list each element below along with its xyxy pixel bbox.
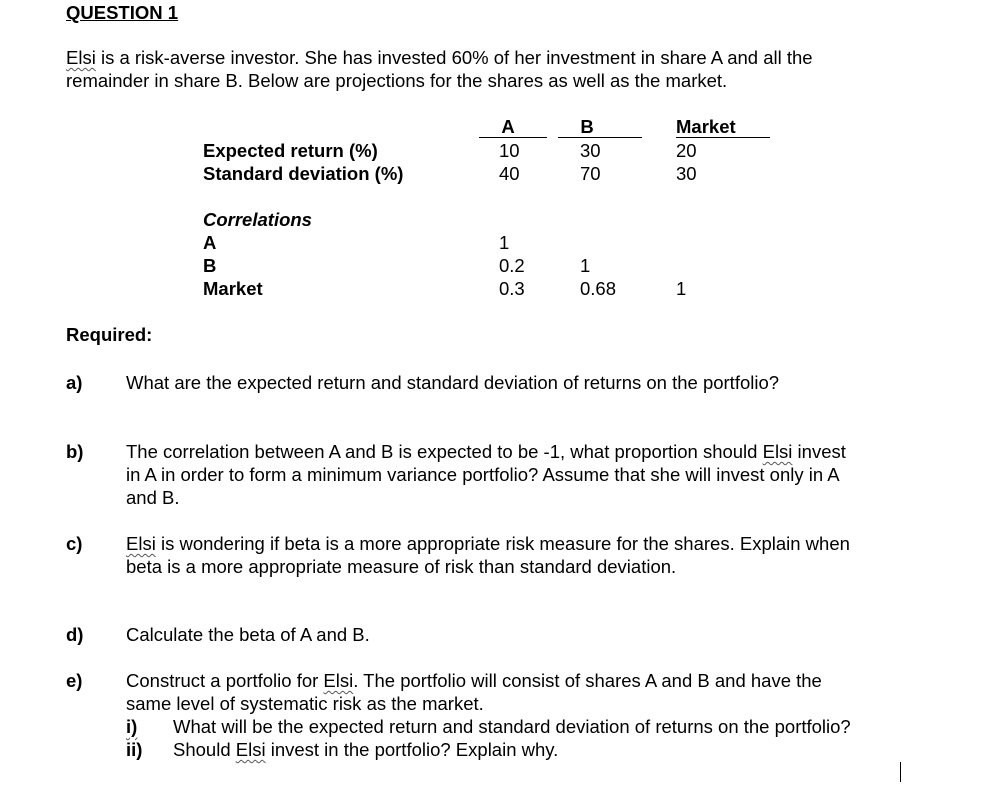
correlations-title: Correlations: [203, 209, 312, 230]
question-a-text: What are the expected return and standard deviation of returns on the portfolio?: [126, 372, 780, 393]
corr-market-a: 0.3: [499, 278, 525, 299]
question-c-line-2: beta is a more appropriate measure of risk than standard deviation.: [126, 556, 677, 577]
corr-a-a: 1: [499, 232, 510, 253]
corr-row-label-market: Market: [203, 278, 263, 299]
question-e-sub-i-text: What will be the expected return and standard deviation of returns on the portfolio?: [173, 716, 851, 737]
investor-name: Elsi: [66, 47, 96, 68]
cell-a-expected-return: 10: [499, 140, 520, 161]
row-label-std-dev: Standard deviation (%): [203, 163, 404, 184]
question-c-line-1: [126, 532, 850, 555]
text-cursor[interactable]: [900, 762, 901, 782]
cell-market-std-dev: 30: [676, 163, 697, 184]
question-b-line-1: [126, 440, 846, 463]
question-b-letter: b): [66, 441, 84, 462]
investor-name: Elsi: [762, 441, 793, 462]
question-a-letter: a): [66, 372, 83, 393]
cell-b-std-dev: 70: [580, 163, 601, 184]
col-header-a: A: [501, 116, 515, 137]
row-label-expected-return: Expected return (%): [203, 140, 378, 161]
question-e-sub-ii-text: [173, 738, 558, 761]
question-e-sub-ii-num: ii): [126, 739, 143, 760]
question-d-text: Calculate the beta of A and B.: [126, 624, 370, 645]
question-e-line-1-pre: Construct a portfolio for: [126, 670, 324, 691]
corr-row-label-a: A: [203, 232, 217, 253]
intro-line-1: [66, 46, 813, 69]
corr-market-b: 0.68: [580, 278, 617, 299]
cell-market-expected-return: 20: [676, 140, 697, 161]
investor-name: Elsi: [235, 739, 266, 760]
corr-b-b: 1: [580, 255, 591, 276]
investor-name: Elsi: [323, 670, 354, 691]
col-b-underline: [558, 137, 642, 138]
intro-line-1-text: is a risk-averse investor. She has invested 60% of her investment in share A and all the: [95, 47, 813, 68]
question-e-sub-ii-post: invest in the portfolio? Explain why.: [265, 739, 559, 760]
col-market-underline: [676, 137, 770, 138]
question-e-sub-ii-pre: Should: [173, 739, 236, 760]
corr-row-label-b: B: [203, 255, 217, 276]
question-b-line-2: in A in order to form a minimum variance portfolio? Assume that she will invest only in A: [126, 464, 840, 485]
question-e-line-2: same level of systematic risk as the market.: [126, 693, 484, 714]
required-heading: Required:: [66, 324, 153, 345]
question-b-line-3: and B.: [126, 487, 180, 508]
question-heading: QUESTION 1: [66, 2, 179, 23]
intro-line-2: remainder in share B. Below are projections for the shares as well as the market.: [66, 70, 728, 91]
cell-a-std-dev: 40: [499, 163, 520, 184]
corr-b-a: 0.2: [499, 255, 525, 276]
cell-b-expected-return: 30: [580, 140, 601, 161]
col-a-underline: [479, 137, 547, 138]
col-header-market: Market: [676, 116, 736, 137]
question-e-line-1: [126, 669, 822, 692]
question-d-letter: d): [66, 624, 84, 645]
col-header-b: B: [580, 116, 594, 137]
question-b-line-1-pre: The correlation between A and B is expected to be -1, what proportion should: [126, 441, 763, 462]
question-c-letter: c): [66, 533, 83, 554]
question-e-line-1-post: . The portfolio will consist of shares A and B and have the: [353, 670, 822, 691]
question-e-sub-i-num: i): [126, 716, 138, 737]
question-b-line-1-post: invest: [792, 441, 846, 462]
question-e-letter: e): [66, 670, 83, 691]
question-c-line-1-post: is wondering if beta is a more appropriate risk measure for the shares. Explain when: [155, 533, 850, 554]
corr-market-market: 1: [676, 278, 687, 299]
investor-name: Elsi: [126, 533, 156, 554]
